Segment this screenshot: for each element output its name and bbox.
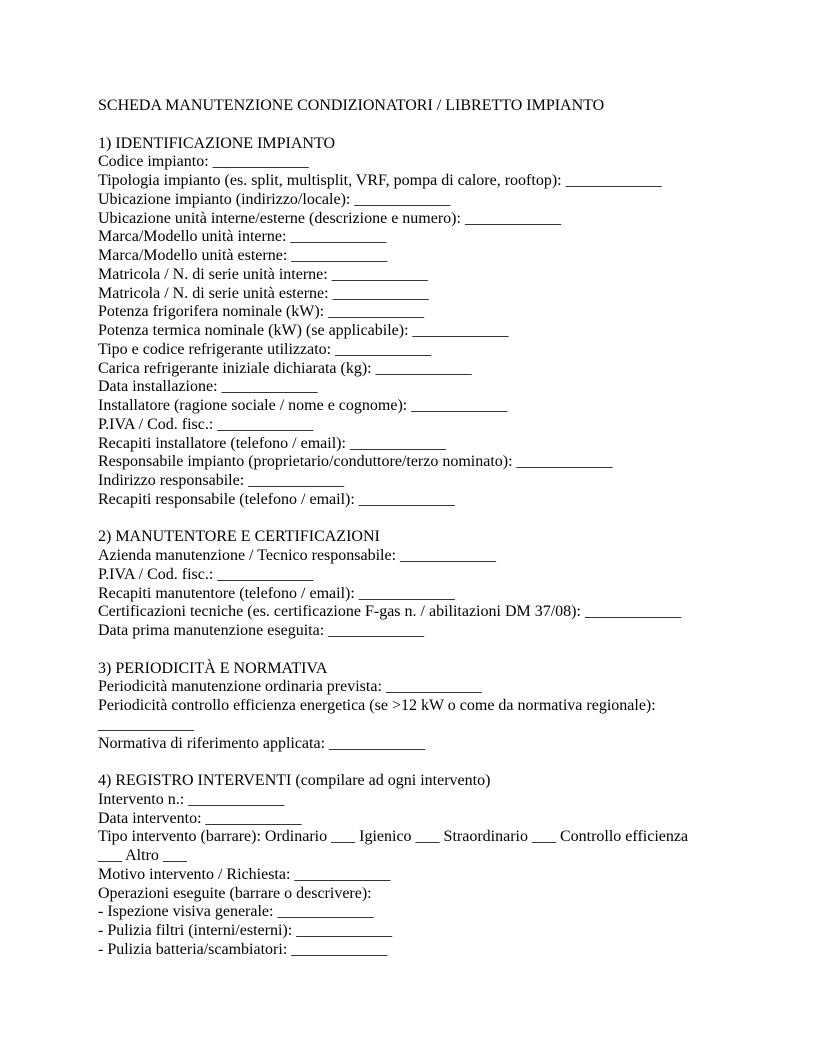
- section-manutentore-certificazioni: [98, 528, 720, 641]
- form-line-indirizzo-responsabile: Indirizzo responsabile: ____________: [98, 472, 345, 489]
- form-line-intervento-n: Intervento n.: ____________: [98, 790, 285, 808]
- form-line-tipo-intervento: Tipo intervento (barrare): Ordinario ___ Igienico ___ Straordinario ___ Controllo efficienza: [98, 828, 689, 846]
- form-line-installatore: Installatore (ragione sociale / nome e cognome): ____________: [98, 397, 508, 414]
- form-line-potenza-frigorifera: Potenza frigorifera nominale (kW): ____________: [98, 303, 425, 321]
- form-line-data-prima-manutenzione: Data prima manutenzione eseguita: ____________: [98, 622, 425, 639]
- form-line-piva-manutentore: P.IVA / Cod. fisc.: ____________: [98, 565, 314, 583]
- form-line-certificazioni-tecniche: Certificazioni tecniche (es. certificazione F-gas n. / abilitazioni DM 37/08): ____________: [98, 603, 681, 621]
- form-line-marca-unita-interne: Marca/Modello unità interne: ____________: [98, 228, 387, 246]
- form-line-motivo-intervento: Motivo intervento / Richiesta: ____________: [98, 865, 391, 883]
- form-line-pulizia-batteria: - Pulizia batteria/scambiatori: ____________: [98, 940, 388, 958]
- document-title: SCHEDA MANUTENZIONE CONDIZIONATORI / LIBRETTO IMPIANTO: [98, 97, 605, 114]
- section-heading: 4) REGISTRO INTERVENTI (compilare ad ogni intervento): [98, 772, 491, 789]
- section-heading: 2) MANUTENTORE E CERTIFICAZIONI: [98, 528, 380, 546]
- form-line-tipologia-impianto: Tipologia impianto (es. split, multisplit, VRF, pompa di calore, rooftop): ____________: [98, 172, 662, 189]
- form-line-responsabile-impianto: Responsabile impianto (proprietario/conduttore/terzo nominato): ____________: [98, 453, 613, 471]
- section-heading: 1) IDENTIFICAZIONE IMPIANTO: [98, 134, 336, 152]
- form-line-tipo-intervento-altro: ___ Altro ___: [98, 847, 187, 864]
- form-line-ispezione-visiva: - Ispezione visiva generale: ____________: [98, 903, 374, 921]
- form-line-piva-installatore: P.IVA / Cod. fisc.: ____________: [98, 415, 314, 433]
- form-line-potenza-termica: Potenza termica nominale (kW) (se applicabile): ____________: [98, 322, 509, 339]
- form-line-normativa-riferimento: Normativa di riferimento applicata: ____________: [98, 734, 426, 752]
- form-line-data-intervento: Data intervento: ____________: [98, 809, 302, 827]
- section-identificazione-impianto: [98, 135, 720, 510]
- form-line-periodicita-ordinaria: Periodicità manutenzione ordinaria prevista: ____________: [98, 678, 482, 696]
- form-line-ubicazione-impianto: Ubicazione impianto (indirizzo/locale): ____________: [98, 190, 451, 208]
- form-line-data-installazione: Data installazione: ____________: [98, 378, 318, 396]
- form-line-pulizia-filtri: - Pulizia filtri (interni/esterni): ____________: [98, 922, 393, 939]
- section-registro-interventi: [98, 772, 720, 960]
- section-heading: 3) PERIODICITÀ E NORMATIVA: [98, 659, 328, 677]
- section-periodicita-normativa: [98, 660, 720, 754]
- form-line-ubicazione-unita: Ubicazione unità interne/esterne (descrizione e numero): ____________: [98, 209, 561, 227]
- form-line-recapiti-manutentore: Recapiti manutentore (telefono / email): ____________: [98, 584, 455, 602]
- form-line-recapiti-installatore: Recapiti installatore (telefono / email): ____________: [98, 434, 446, 452]
- form-line-carica-refrigerante: Carica refrigerante iniziale dichiarata (kg): ____________: [98, 359, 472, 377]
- form-line-matricola-esterne: Matricola / N. di serie unità esterne: ____________: [98, 284, 429, 302]
- form-line-operazioni-eseguite: Operazioni eseguite (barrare o descrivere):: [98, 884, 372, 902]
- form-line-marca-unita-esterne: Marca/Modello unità esterne: ____________: [98, 247, 388, 264]
- form-line-recapiti-responsabile: Recapiti responsabile (telefono / email): ____________: [98, 490, 455, 508]
- form-line-periodicita-efficienza: Periodicità controllo efficienza energetica (se >12 kW o come da normativa regionale):: [98, 697, 656, 714]
- form-line-azienda-manutenzione: Azienda manutenzione / Tecnico responsabile: ____________: [98, 547, 497, 564]
- form-line-blank-fill: ____________: [98, 715, 194, 733]
- form-line-matricola-interne: Matricola / N. di serie unità interne: ____________: [98, 265, 428, 283]
- form-line-codice-impianto: Codice impianto: ____________: [98, 153, 309, 171]
- form-line-tipo-refrigerante: Tipo e codice refrigerante utilizzato: ____________: [98, 340, 432, 358]
